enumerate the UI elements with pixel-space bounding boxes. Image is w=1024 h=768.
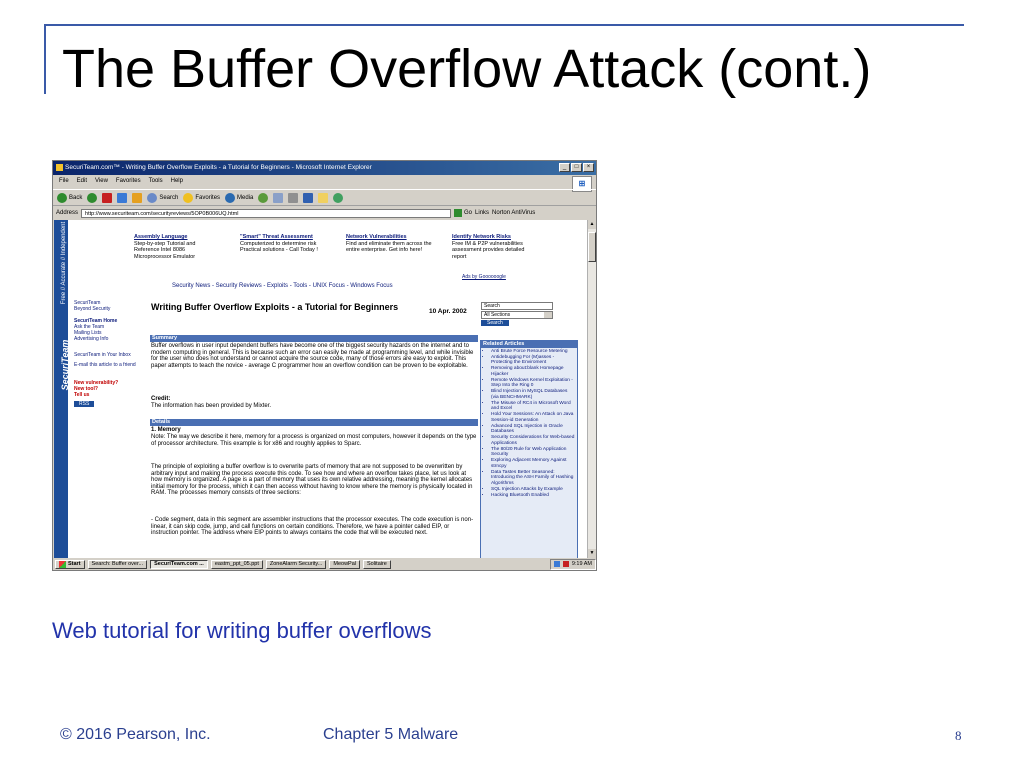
messenger-button[interactable] xyxy=(333,193,343,203)
ads-by-link[interactable]: Ads by Goooooogle xyxy=(462,274,506,280)
new-vulnerability-link[interactable]: New vulnerability? xyxy=(74,380,119,386)
home-button[interactable] xyxy=(132,193,142,203)
print-icon xyxy=(288,193,298,203)
related-link[interactable]: • SQL Injection Attacks by Example xyxy=(491,487,575,493)
menu-file[interactable]: File xyxy=(59,178,69,184)
footer-copyright: © 2016 Pearson, Inc. xyxy=(60,726,211,743)
section-select[interactable]: All Sections xyxy=(481,311,553,319)
back-button[interactable]: Back xyxy=(57,193,82,203)
ad-text: Free IM & P2P vulnerabilities assessment provides detailed report xyxy=(452,240,525,260)
memory-heading: 1. Memory xyxy=(151,427,181,433)
new-tool-link[interactable]: New tool? xyxy=(74,386,98,392)
taskbar-item[interactable]: MeowPal xyxy=(329,560,360,569)
article-date: 10 Apr. 2002 xyxy=(429,308,467,315)
left-nav-brand[interactable]: SecuriTeam xyxy=(74,300,101,306)
related-link[interactable]: • Anti Brute Force Resource Metering xyxy=(491,349,575,355)
ad-column xyxy=(134,234,222,260)
search-button[interactable]: Search xyxy=(147,193,178,203)
related-link[interactable]: • Removing about:blank Homepage Hijacker xyxy=(491,366,575,377)
messenger-icon xyxy=(333,193,343,203)
ad-heading-link[interactable]: Assembly Language xyxy=(134,234,188,240)
left-nav-item[interactable]: Mailing Lists xyxy=(74,330,102,336)
chevron-down-icon xyxy=(544,312,552,318)
edit-button[interactable] xyxy=(303,193,313,203)
search-submit-button[interactable]: Search xyxy=(481,320,509,326)
ad-columns xyxy=(134,234,554,260)
slide-title: The Buffer Overflow Attack (cont.) xyxy=(62,39,872,99)
system-tray xyxy=(550,559,596,570)
network-icon xyxy=(554,561,560,567)
details-header: Details xyxy=(150,419,478,426)
inbox-link[interactable]: SecuriTeam in Your Inbox xyxy=(74,352,131,358)
history-icon xyxy=(258,193,268,203)
code-segment-text: - Code segment, data in this segment are assembler instructions that the processor executes. The code execution is non-linear, it can skip code, jump, and call functions on certain conditions. Therefore, we have a pointer called EIP, or instruction pointer. The address where EIP points to always contains the code that will be executed next. xyxy=(151,517,474,537)
browser-toolbar xyxy=(53,189,596,206)
site-nav-links[interactable]: Security News - Security Reviews - Exploits - Tools - UNIX Focus - Windows Focus xyxy=(172,283,393,289)
ad-heading-link[interactable]: Network Vulnerabilities xyxy=(346,234,407,240)
related-list xyxy=(481,349,577,498)
related-link[interactable]: • Security Considerations for Web-based Applications xyxy=(491,435,575,446)
windows-flag-icon xyxy=(59,561,66,568)
windows-logo-icon: ⊞ xyxy=(572,176,592,192)
site-search xyxy=(481,302,553,326)
media-icon xyxy=(225,193,235,203)
page-content xyxy=(54,220,587,558)
rss-button[interactable]: RSS xyxy=(74,401,94,407)
ad-heading-link[interactable]: "Smart" Threat Assessment xyxy=(240,234,313,240)
vertical-scrollbar[interactable] xyxy=(587,220,596,558)
address-bar xyxy=(53,207,596,219)
left-nav-item[interactable]: SecuriTeam Home xyxy=(74,318,118,324)
stop-button[interactable] xyxy=(102,193,112,203)
star-icon xyxy=(183,193,193,203)
related-link[interactable]: • The Misuse of RC4 in Microsoft Word and Excel xyxy=(491,401,575,412)
forward-arrow-icon xyxy=(87,193,97,203)
scroll-down-arrow-icon[interactable]: ▼ xyxy=(589,550,595,556)
window-title: SecuriTeam.com™ - Writing Buffer Overflow Exploits - a Tutorial for Beginners - Microsoft Internet Explorer xyxy=(65,164,372,171)
summary-text: Buffer overflows in user input dependent buffers have become one of the biggest security hazards on the internet and to modern computing in general. This is because such an error can easily be made at programming level, and while invisible for the user who does not understand or cannot acquire the source code, many of those errors are easy to exploit. This paper attempts to teach the novice - average C programmer how an overflow condition can be proven to be exploitable. xyxy=(151,343,474,369)
slide-frame-left-line xyxy=(44,24,46,94)
left-nav-brand-sub[interactable]: Beyond Security xyxy=(74,306,111,312)
favorites-button[interactable]: Favorites xyxy=(183,193,220,203)
search-input[interactable]: Search xyxy=(481,302,553,310)
page-number: 8 xyxy=(955,728,962,743)
mail-icon xyxy=(273,193,283,203)
start-button[interactable]: Start xyxy=(55,560,85,569)
close-button[interactable]: × xyxy=(583,163,594,172)
brand-tagline: Free // Accurate // Independent xyxy=(61,221,67,305)
article-title: Writing Buffer Overflow Exploits - a Tutorial for Beginners xyxy=(151,302,399,312)
memory-note: Note: The way we describe it here, memory for a process is organized on most computers, however it depends on the type of processor architecture. This example is for x86 and roughly applies to Sparc. xyxy=(151,434,477,447)
related-link[interactable]: • Blind Injection in MySQL Databases (via BENCHMARK) xyxy=(491,389,575,400)
refresh-icon xyxy=(117,193,127,203)
menu-favorites[interactable]: Favorites xyxy=(115,178,141,184)
stop-icon xyxy=(102,193,112,203)
slide-caption: Web tutorial for writing buffer overflows xyxy=(52,618,432,643)
mail-button[interactable] xyxy=(273,193,283,203)
email-article-link[interactable]: E-mail this article to a friend xyxy=(74,362,136,368)
go-button[interactable]: Go xyxy=(454,209,472,217)
clock: 9:19 AM xyxy=(571,561,592,567)
summary-header: Summary xyxy=(150,335,478,342)
word-icon xyxy=(303,193,313,203)
brand-sidebar xyxy=(54,220,68,558)
taskbar-item[interactable]: eastm_ppt_05.ppt xyxy=(211,560,263,569)
norton-button[interactable]: Norton AntiVirus xyxy=(492,210,536,216)
left-nav xyxy=(74,300,140,407)
credit-label: Credit: xyxy=(151,396,171,402)
slide-frame-top-line xyxy=(44,24,964,26)
ad-text: Computerized to determine risk Practical solutions - Call Today ! xyxy=(240,240,318,253)
scroll-up-arrow-icon[interactable]: ▲ xyxy=(589,221,595,227)
credit-text: The information has been provided by Mixter. xyxy=(151,403,272,409)
address-label: Address xyxy=(56,210,79,216)
related-link[interactable]: • Hold Your Sessions: An Attack on Java Session-id Generation xyxy=(491,412,575,423)
ad-column xyxy=(240,234,328,260)
related-link[interactable]: • Hacking Bluetooth Enabled xyxy=(491,493,575,499)
related-link[interactable]: • Antidebugging For (M)asses - Protecting the Enviroment xyxy=(491,355,575,366)
links-button[interactable]: Links xyxy=(475,210,490,216)
search-icon xyxy=(147,193,157,203)
ad-text: Find and eliminate them across the entire enterprise. Get info here! xyxy=(346,240,432,253)
history-button[interactable] xyxy=(258,193,268,203)
taskbar-item-active[interactable]: SecuriTeam.com ... xyxy=(150,560,208,569)
maximize-button[interactable]: □ xyxy=(571,163,582,172)
menu-help[interactable]: Help xyxy=(170,178,183,184)
menu-bar xyxy=(53,176,596,187)
folder-button[interactable] xyxy=(318,193,328,203)
left-nav-item[interactable]: Ask the Team xyxy=(74,324,105,330)
related-link[interactable]: • Advanced SQL Injection in Oracle Databases xyxy=(491,424,575,435)
related-header: Related Articles xyxy=(481,341,577,348)
print-button[interactable] xyxy=(288,193,298,203)
scroll-thumb[interactable] xyxy=(588,232,596,262)
left-nav-item[interactable]: Advertising Info xyxy=(74,336,109,342)
related-articles xyxy=(480,340,578,558)
ie-page-icon xyxy=(56,164,63,171)
home-icon xyxy=(132,193,142,203)
zonealarm-icon xyxy=(563,561,569,567)
ad-column xyxy=(452,234,540,260)
refresh-button[interactable] xyxy=(117,193,127,203)
forward-button[interactable] xyxy=(87,193,97,203)
brand-logo: SecuriTeam xyxy=(60,339,70,391)
taskbar-item[interactable]: Solitaire xyxy=(363,560,391,569)
media-button[interactable]: Media xyxy=(225,193,253,203)
window-titlebar xyxy=(53,161,596,175)
related-link[interactable]: • Remote Windows Kernel Exploitation - Step Into the Ring 0 xyxy=(491,378,575,389)
address-input[interactable]: http://www.securiteam.com/securityreviews/5OP0B006UQ.html xyxy=(81,209,451,218)
menu-view[interactable]: View xyxy=(95,178,108,184)
related-link[interactable]: • The 80/20 Rule for Web Application Security xyxy=(491,447,575,458)
taskbar-item[interactable]: Search: Buffer over... xyxy=(88,560,148,569)
window-controls xyxy=(559,163,594,172)
ad-column xyxy=(346,234,434,260)
ad-heading-link[interactable]: Identify Network Risks xyxy=(452,234,511,240)
menu-tools[interactable]: Tools xyxy=(148,178,163,184)
ad-text: Step-by-step Tutorial and Reference Intel 8086 Microprocessor Emulator xyxy=(134,240,196,260)
menu-edit[interactable]: Edit xyxy=(76,178,88,184)
folder-icon xyxy=(318,193,328,203)
tell-us-link[interactable]: Tell us xyxy=(74,392,90,398)
minimize-button[interactable]: _ xyxy=(559,163,570,172)
go-arrow-icon xyxy=(454,209,462,217)
taskbar xyxy=(53,558,596,570)
principle-text: The principle of exploiting a buffer overflow is to overwrite parts of memory that are not supposed to be overwritten by arbitrary input and making the process execute this code. To see how and where an overflow takes place, let us look at how memory is organized. A page is a part of memory that uses its own relative addressing, meaning the kernel allocates initial memory for the process, which it can then access without having to know where the memory is physically located in RAM. The processes memory consists of three sections: xyxy=(151,464,473,497)
related-link[interactable]: • Exploring Adjacent Memory Against strncpy xyxy=(491,458,575,469)
footer-chapter: Chapter 5 Malware xyxy=(323,726,459,743)
back-arrow-icon xyxy=(57,193,67,203)
browser-window xyxy=(52,160,597,571)
related-link[interactable]: • Data Tastes Better Seasoned: Introducing the ASH Family of Hashing Algorithms xyxy=(491,470,575,487)
taskbar-item[interactable]: ZoneAlarm Security... xyxy=(266,560,326,569)
